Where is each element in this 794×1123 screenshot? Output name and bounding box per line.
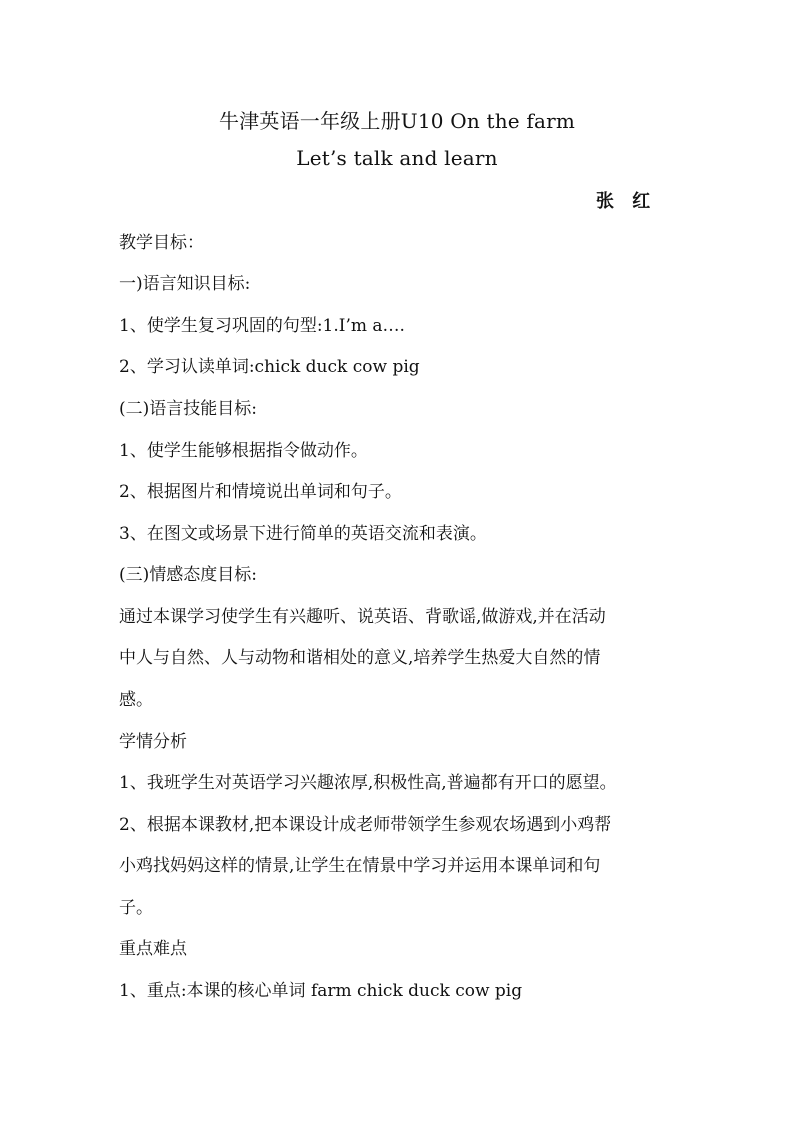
body-line: 1、重点:本课的核心单词 farm chick duck cow pig bbox=[119, 981, 523, 1001]
body-line: 子。 bbox=[119, 898, 153, 918]
body-line: 中人与自然、人与动物和谐相处的意义,培养学生热爱大自然的情 bbox=[119, 648, 601, 668]
body-line: 2、根据本课教材,把本课设计成老师带领学生参观农场遇到小鸡帮 bbox=[119, 815, 612, 835]
body-line: 3、在图文或场景下进行简单的英语交流和表演。 bbox=[119, 524, 487, 544]
body-line: 2、根据图片和情境说出单词和句子。 bbox=[119, 482, 402, 502]
body-line: 一)语言知识目标: bbox=[119, 274, 251, 294]
document-title: 牛津英语一年级上册U10 On the farm bbox=[218, 109, 576, 133]
body-line: 小鸡找妈妈这样的情景,让学生在情景中学习并运用本课单词和句 bbox=[119, 856, 601, 876]
body-line: (三)情感态度目标: bbox=[119, 565, 257, 585]
body-line: 通过本课学习使学生有兴趣听、说英语、背歌谣,做游戏,并在活动 bbox=[119, 607, 606, 627]
document-subtitle: Let’s talk and learn bbox=[296, 146, 498, 170]
author-name: 张 红 bbox=[596, 191, 657, 212]
section-heading-key-points: 重点难点 bbox=[119, 939, 187, 959]
body-line: 1、使学生能够根据指令做动作。 bbox=[119, 441, 368, 461]
body-line: 2、学习认读单词:chick duck cow pig bbox=[119, 357, 420, 377]
body-line: 感。 bbox=[119, 690, 153, 710]
body-line: (二)语言技能目标: bbox=[119, 399, 257, 419]
body-line: 1、我班学生对英语学习兴趣浓厚,积极性高,普遍都有开口的愿望。 bbox=[119, 773, 617, 793]
body-line: 1、使学生复习巩固的句型:1.I’m a…. bbox=[119, 316, 405, 336]
section-heading-student-analysis: 学情分析 bbox=[119, 732, 187, 752]
section-heading-teaching-goals: 教学目标： bbox=[119, 233, 204, 253]
